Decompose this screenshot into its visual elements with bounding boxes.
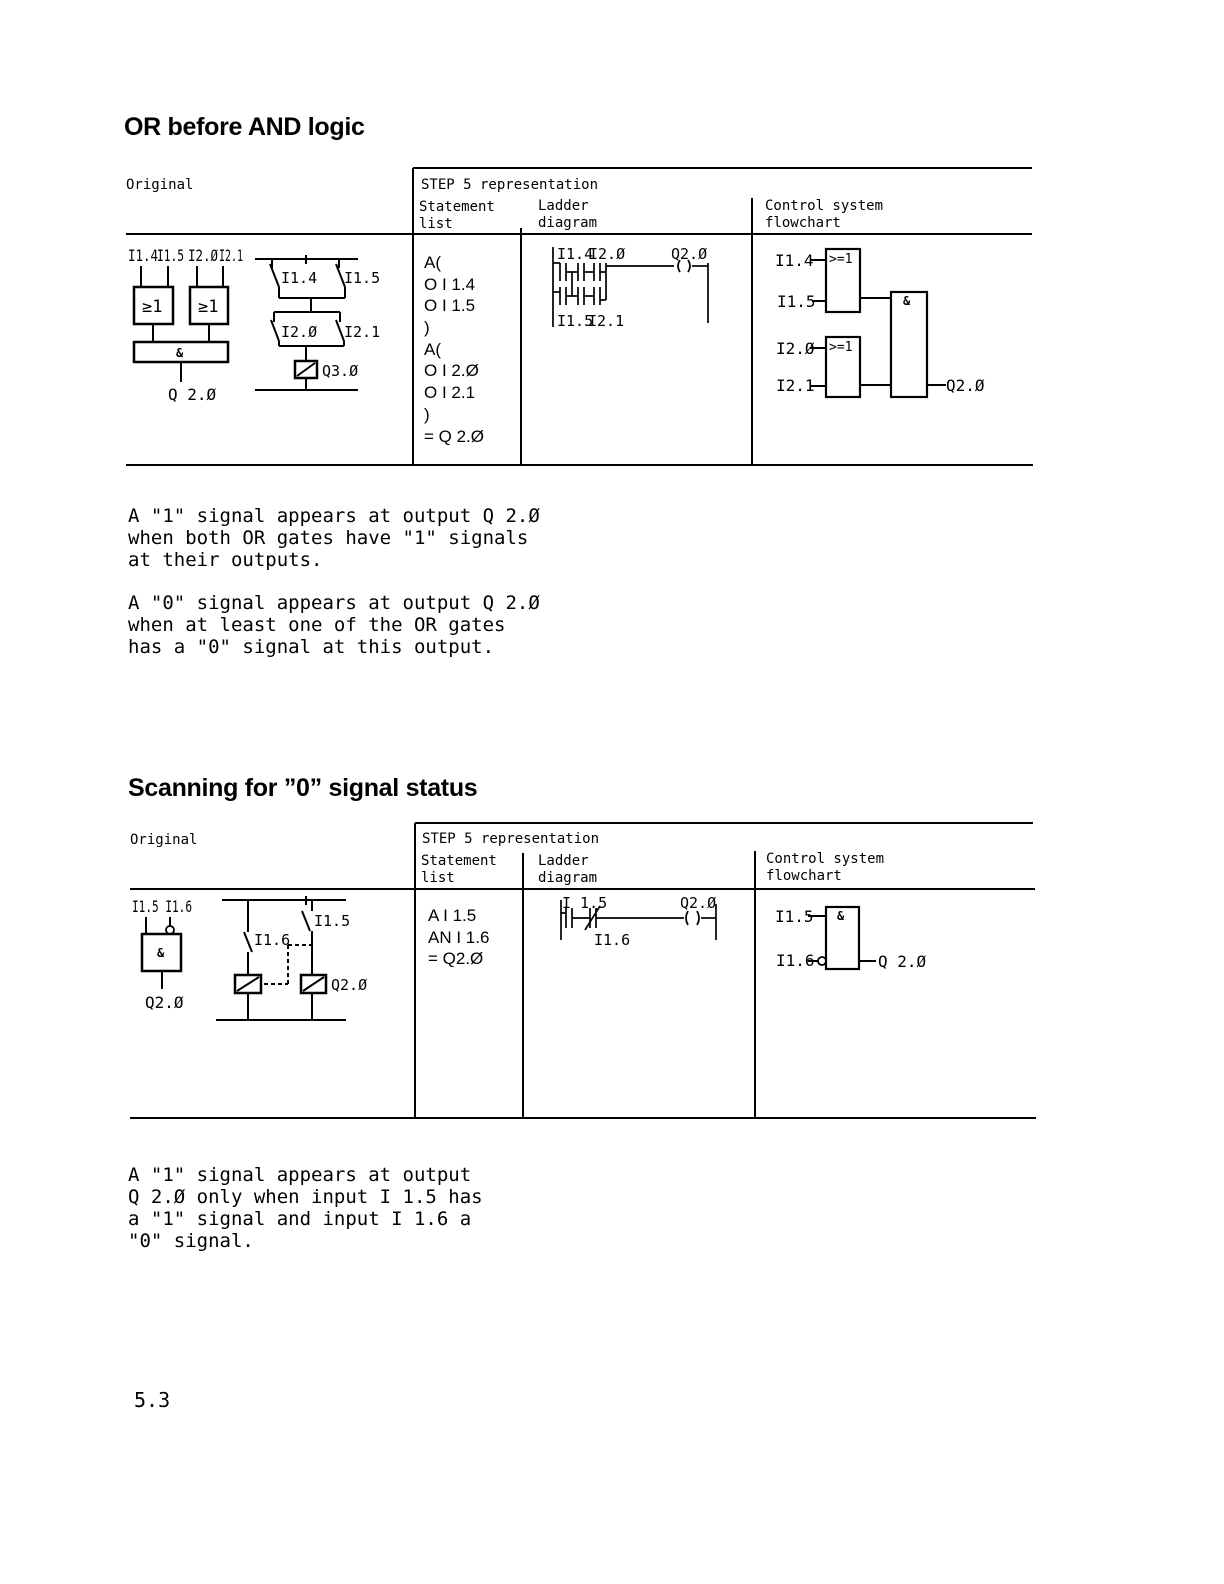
s2-header-original: Original (130, 832, 198, 848)
s1-contact-label: I1.5 (344, 269, 381, 287)
s1-header-ladder-diagram: Ladder diagram (538, 198, 598, 231)
s1-input-label: I1.4 (128, 246, 158, 265)
s1-coil-label: Q3.Ø (322, 362, 359, 380)
s1-fc-input: I2.1 (776, 376, 815, 395)
s1-fc-or-label: >=1 (829, 252, 853, 267)
s1-input-label: I2.1 (219, 246, 243, 265)
s2-ladder-label: I1.6 (594, 931, 631, 949)
s1-fc-input: I1.4 (775, 251, 814, 270)
s1-input-label: I1.5 (157, 246, 184, 265)
s1-fc-input: I2.Ø (776, 339, 815, 358)
s1-ladder-label: I2.Ø (589, 245, 626, 263)
s1-output-label: Q 2.Ø (168, 385, 217, 404)
section1-title: OR before AND logic (124, 113, 365, 141)
s1-input-label: I2.Ø (188, 246, 219, 265)
s1-ladder-coil-label: Q2.Ø (671, 245, 708, 263)
s2-header-ladder-diagram: Ladder diagram (538, 853, 598, 886)
s1-contact-label: I2.1 (344, 323, 381, 341)
s1-header-flowchart: Control system flowchart (765, 198, 884, 231)
s2-ladder-diagram (561, 894, 716, 949)
s2-coil-label: Q2.Ø (331, 976, 368, 994)
s2-header-statement-list: Statement list (421, 853, 497, 886)
s1-ladder-label: I1.4 (557, 245, 594, 263)
s2-paragraph-1: A "1" signal appears at output Q 2.Ø only when input I 1.5 has a "1" signal and input I 1.6 a "0" signal. (128, 1164, 483, 1252)
s2-fc-input: I1.5 (775, 907, 814, 926)
s2-fc-input: I1.6 (776, 951, 815, 970)
s2-output-label: Q2.Ø (145, 993, 184, 1012)
s2-contact-label: I1.5 (314, 912, 351, 930)
s2-ladder-label: I 1.5 (562, 894, 608, 912)
s1-header-original: Original (126, 177, 194, 193)
s2-contact-label: I1.6 (254, 931, 291, 949)
s2-original-gate (132, 897, 192, 1012)
s1-header-statement-list: Statement list (419, 199, 495, 232)
s1-ladder-label: I1.5 (557, 312, 594, 330)
s1-and-gate-label: & (176, 346, 184, 360)
section2-title: Scanning for ”0” signal status (128, 774, 478, 802)
s1-header-step5: STEP 5 representation (421, 177, 599, 193)
s2-fc-output: Q 2.Ø (878, 952, 927, 971)
s1-contact-label: I1.4 (281, 269, 318, 287)
s1-fc-or-label: >=1 (829, 340, 853, 355)
s1-contact-label: I2.Ø (281, 323, 318, 341)
s2-header-step5: STEP 5 representation (422, 831, 600, 847)
s1-statement-list: A( O I 1.4 O I 1.5 ) A( O I 2.Ø O I 2.1 ) = Q 2.Ø (424, 253, 484, 446)
s1-fc-and-label: & (903, 294, 911, 308)
s1-flowchart (775, 249, 985, 397)
s1-original-circuit (255, 255, 380, 390)
s2-statement-list: A I 1.5 AN I 1.6 = Q2.Ø (428, 906, 490, 969)
s2-and-gate-label: & (157, 946, 165, 960)
s2-flowchart (775, 907, 927, 971)
s1-paragraph-2: A "0" signal appears at output Q 2.Ø when at least one of the OR gates has a "0" signal at this output. (128, 592, 540, 658)
s1-fc-input: I1.5 (777, 292, 816, 311)
s1-original-gates (128, 246, 243, 404)
s1-fc-output: Q2.Ø (946, 376, 985, 395)
s1-or-gate-label: ≥1 (198, 297, 219, 317)
s1-ladder-diagram (553, 245, 708, 330)
s1-ladder-label: I2.1 (588, 312, 625, 330)
s2-header-flowchart: Control system flowchart (766, 851, 885, 884)
s2-fc-and-label: & (837, 909, 845, 923)
page-number: 5.3 (134, 1388, 171, 1412)
s1-or-gate-label: ≥1 (142, 297, 163, 317)
s1-paragraph-1: A "1" signal appears at output Q 2.Ø when both OR gates have "1" signals at their outputs. (128, 505, 540, 571)
s2-ladder-coil-label: Q2.Ø (680, 894, 717, 912)
s2-original-circuit (216, 896, 367, 1020)
s2-input-labels: I1.5 I1.6 (132, 897, 192, 916)
